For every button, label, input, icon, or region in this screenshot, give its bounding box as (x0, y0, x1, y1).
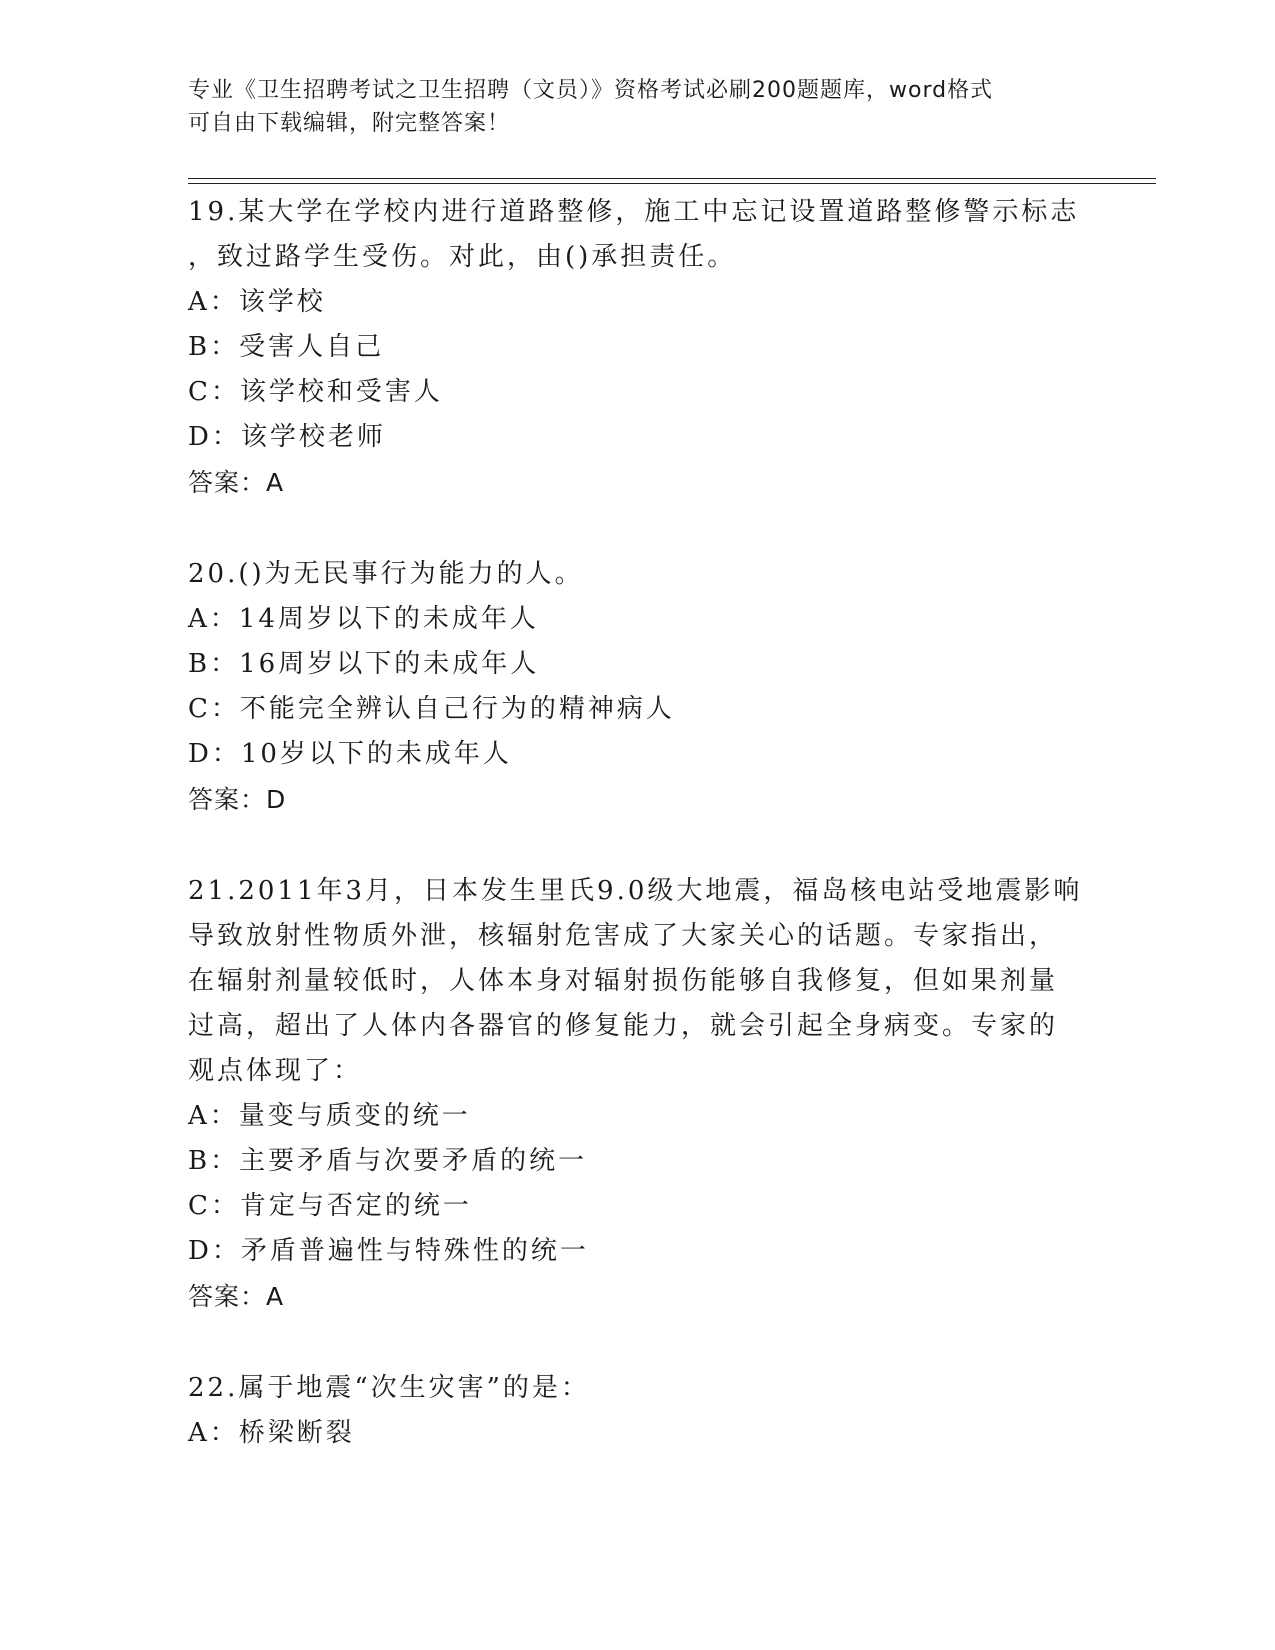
question-stem (188, 552, 1088, 597)
answer-label: 答案：D (188, 785, 287, 814)
stem-line: 20.()为无民事行为能力的人。 (188, 559, 584, 589)
option-a: A：14周岁以下的未成年人 (188, 604, 539, 634)
question-stem (188, 1366, 1088, 1411)
stem-line: 19.某大学在学校内进行道路整修，施工中忘记设置道路整修警示标志 (188, 197, 1080, 227)
header-line-2: 可自由下载编辑，附完整答案！ (188, 111, 511, 136)
option-a: A：该学校 (188, 287, 326, 317)
stem-line: ，致过路学生受伤。对此，由()承担责任。 (188, 242, 737, 272)
stem-line: 导致放射性物质外泄，核辐射危害成了大家关心的话题。专家指出， (188, 921, 1059, 951)
stem-line: 观点体现了： (188, 1056, 363, 1086)
stem-line: 21.2011年3月，日本发生里氏9.0级大地震，福岛核电站受地震影响 (188, 876, 1083, 906)
question-spacer (188, 1319, 1088, 1366)
option-d: D：矛盾普遍性与特殊性的统一 (188, 1236, 589, 1266)
question-22 (188, 1366, 1088, 1456)
answer-label: 答案：A (188, 468, 285, 497)
option-b: B：主要矛盾与次要矛盾的统一 (188, 1146, 588, 1176)
option-c: C：不能完全辨认自己行为的精神病人 (188, 694, 675, 724)
option-b: B：16周岁以下的未成年人 (188, 649, 540, 679)
option-c: C：该学校和受害人 (188, 377, 443, 407)
question-stem (188, 869, 1088, 1094)
question-stem (188, 190, 1088, 280)
answer-label: 答案：A (188, 1282, 285, 1311)
header-divider-bottom (188, 183, 1156, 184)
question-list (188, 190, 1088, 1456)
header-line-1: 专业《卫生招聘考试之卫生招聘（文员）》资格考试必刷200题题库，word格式 (188, 78, 994, 103)
question-19 (188, 190, 1088, 505)
question-20 (188, 552, 1088, 822)
stem-line: 22.属于地震“次生灾害”的是： (188, 1373, 590, 1403)
question-21 (188, 869, 1088, 1319)
stem-line: 过高，超出了人体内各器官的修复能力，就会引起全身病变。专家的 (188, 1011, 1059, 1041)
option-d: D：该学校老师 (188, 422, 386, 452)
option-a: A：量变与质变的统一 (188, 1101, 471, 1131)
option-d: D：10岁以下的未成年人 (188, 739, 512, 769)
stem-line: 在辐射剂量较低时，人体本身对辐射损伤能够自我修复，但如果剂量 (188, 966, 1059, 996)
question-spacer (188, 822, 1088, 869)
option-c: C：肯定与否定的统一 (188, 1191, 472, 1221)
option-b: B：受害人自己 (188, 332, 385, 362)
question-spacer (188, 505, 1088, 552)
header-divider-top (188, 178, 1156, 179)
document-header (188, 74, 1088, 140)
option-a: A：桥梁断裂 (188, 1418, 355, 1448)
